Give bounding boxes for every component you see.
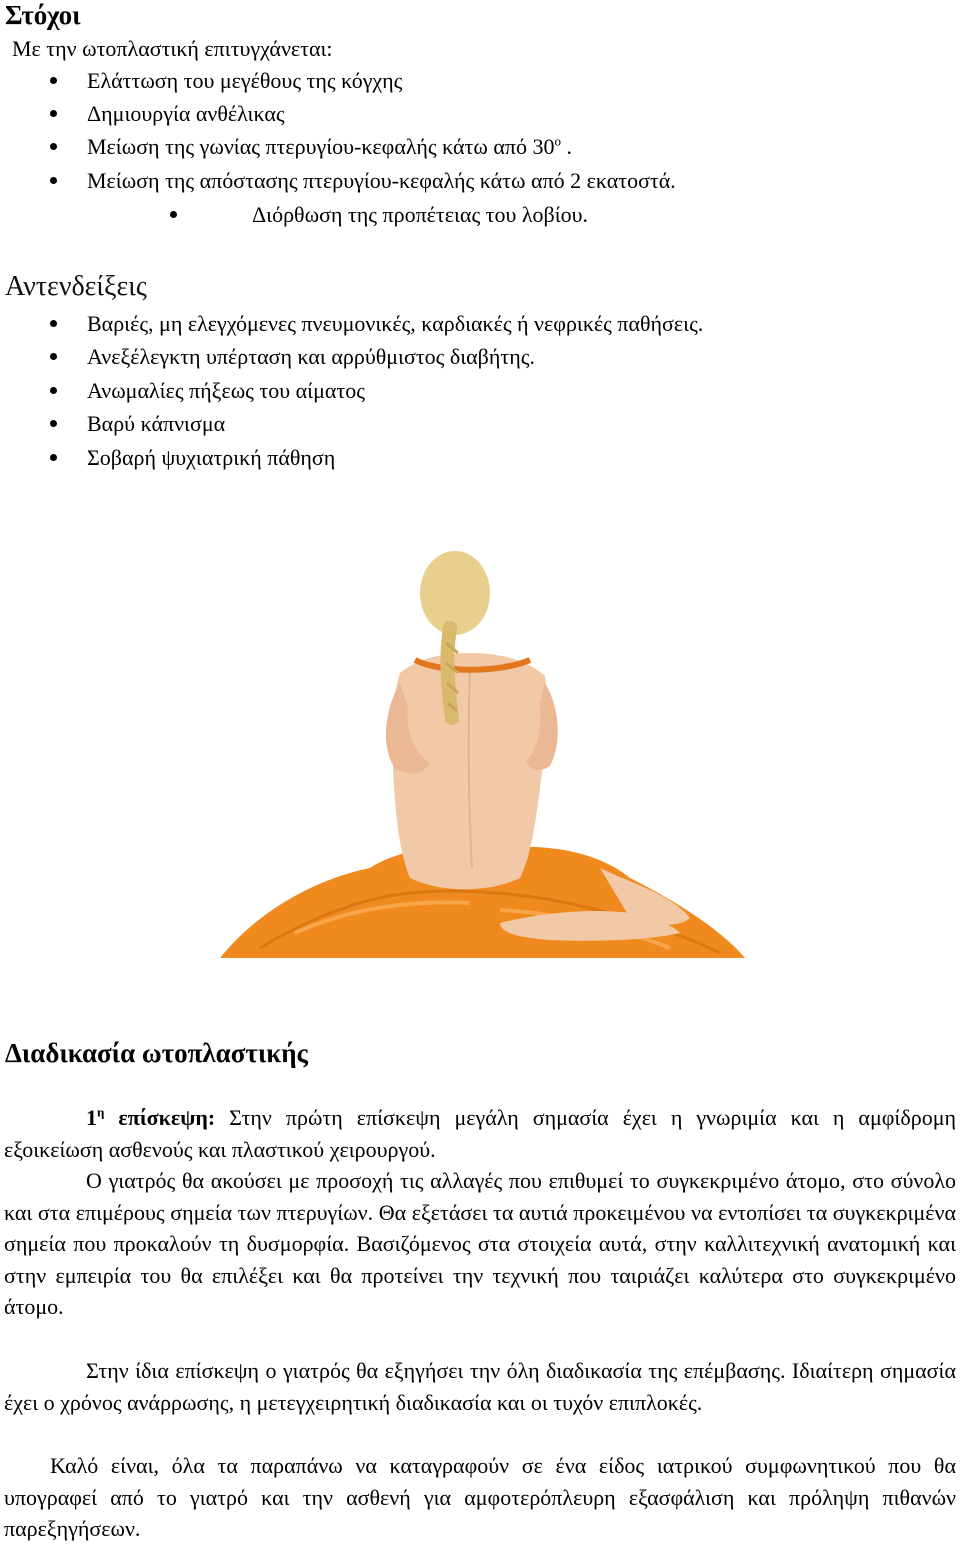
bullet-icon [50, 420, 57, 427]
bullet-icon [50, 110, 57, 117]
list-item: Μείωση της απόστασης πτερυγίου-κεφαλής κάτω από 2 εκατοστά. [0, 164, 960, 197]
bullet-icon [50, 77, 57, 84]
list-item: Σοβαρή ψυχιατρική πάθηση [0, 441, 960, 474]
bullet-icon [50, 320, 57, 327]
goals-heading: Στόχοι [5, 0, 81, 30]
bullet-icon [50, 387, 57, 394]
list-item: Ανεξέλεγκτη υπέρταση και αρρύθμιστος διαβήτης. [0, 340, 960, 373]
goals-intro: Με την ωτοπλαστική επιτυγχάνεται: [12, 36, 333, 61]
paragraph-procedure-explained: Στην ίδια επίσκεψη ο γιατρός θα εξηγήσει την όλη διαδικασία της επέμβασης. Ιδιαίτερη σημασία έχει ο χρόνος ανάρρωσης, η μετεγχειρητική διαδικασία και οι τυχόν επιπλοκές. [4, 1358, 956, 1415]
list-item: Βαριές, μη ελεγχόμενες πνευμονικές, καρδιακές ή νεφρικές παθήσεις. [0, 307, 960, 340]
list-item: Δημιουργία ανθέλικας [0, 97, 960, 130]
list-item: Διόρθωση της προπέτειας του λοβίου. [0, 198, 960, 231]
paragraph-consultation: Ο γιατρός θα ακούσει με προσοχή τις αλλαγές που επιθυμεί το συγκεκριμένο άτομο, στο σύνολο και στα επιμέρους σημεία των πτερυγίων. Θα εξετάσει τα αυτιά προκειμένου να εντοπίσει τα συγκεκριμένα σημεία που προκαλούν τη δυσμορφία. Βασιζόμενος στα στοιχεία αυτά, στην καλλιτεχνική ανατομική και στην εμπειρία του θα επιλέξει και θα προτείνει την τεχνική που ταιριάζει καλύτερα στο συγκεκριμένο άτομο. [4, 1168, 956, 1319]
bullet-icon [50, 454, 57, 461]
bullet-icon [170, 211, 177, 218]
bullet-icon [50, 353, 57, 360]
bullet-icon [50, 143, 57, 150]
list-item: Ανωμαλίες πήξεως του αίματος [0, 374, 960, 407]
list-item: Βαρύ κάπνισμα [0, 407, 960, 440]
woman-towel-photo [200, 548, 760, 968]
contraindications-heading: Αντενδείξεις [5, 271, 147, 302]
list-item: Ελάττωση του μεγέθους της κόγχης [0, 64, 960, 97]
paragraph-consent: Καλό είναι, όλα τα παραπάνω να καταγραφούν σε ένα είδος ιατρικού συμφωνητικού που θα υπογραφεί από το γιατρό και την ασθενή για αμφοτερόπλευρη εξασφάλιση και πρόληψη πιθανών παρεξηγήσεων. [4, 1453, 956, 1541]
bullet-icon [50, 177, 57, 184]
procedure-heading: Διαδικασία ωτοπλαστικής [5, 1038, 308, 1068]
list-item: Μείωση της γωνίας πτερυγίου-κεφαλής κάτω από $30^o$ . [0, 130, 960, 163]
paragraph-first-visit: $1^\eta$ επίσκεψη: Στην πρώτη επίσκεψη μεγάλη σημασία έχει η γνωριμία και η αμφίδρομη εξοικείωση ασθενούς και πλαστικού χειρουργού. [4, 1104, 956, 1162]
